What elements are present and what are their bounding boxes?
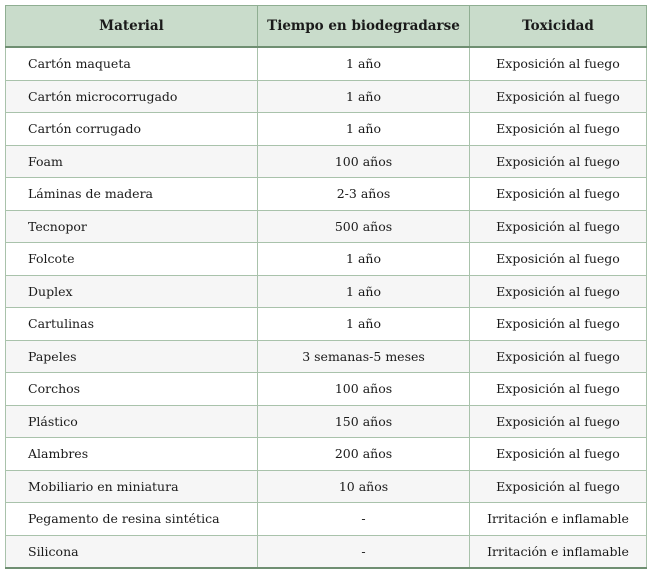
header-row [6,6,647,48]
header-biodegradation-time: Tiempo en biodegradarse [258,6,470,48]
biodegradation-time-cell: 2-3 años [258,178,470,211]
material-cell: Cartón microcorrugado [6,80,258,113]
toxicity-cell: Exposición al fuego [470,373,647,406]
biodegradation-time-cell: 1 año [258,47,470,80]
table-row [6,373,647,406]
toxicity-cell: Exposición al fuego [470,80,647,113]
toxicity-cell: Exposición al fuego [470,145,647,178]
toxicity-cell: Exposición al fuego [470,210,647,243]
table-row [6,80,647,113]
biodegradation-time-cell: 200 años [258,438,470,471]
toxicity-cell: Exposición al fuego [470,113,647,146]
table-row [6,470,647,503]
table-row [6,145,647,178]
table-row [6,113,647,146]
biodegradation-time-cell: 1 año [258,113,470,146]
biodegradation-time-cell: 1 año [258,308,470,341]
toxicity-cell: Exposición al fuego [470,438,647,471]
table-row [6,535,647,568]
material-cell: Cartón corrugado [6,113,258,146]
biodegradation-time-cell: 100 años [258,373,470,406]
material-cell: Folcote [6,243,258,276]
material-cell: Láminas de madera [6,178,258,211]
material-cell: Foam [6,145,258,178]
table-row [6,340,647,373]
biodegradation-time-cell: 150 años [258,405,470,438]
material-cell: Papeles [6,340,258,373]
table-row [6,243,647,276]
material-cell: Pegamento de resina sintética [6,503,258,536]
material-cell: Plástico [6,405,258,438]
toxicity-cell: Exposición al fuego [470,47,647,80]
toxicity-cell: Exposición al fuego [470,275,647,308]
biodegradation-time-cell: - [258,503,470,536]
materials-table-container [5,5,646,569]
material-cell: Corchos [6,373,258,406]
table-row [6,275,647,308]
biodegradation-time-cell: 1 año [258,80,470,113]
toxicity-cell: Exposición al fuego [470,470,647,503]
header-material: Material [6,6,258,48]
biodegradation-time-cell: 100 años [258,145,470,178]
material-cell: Silicona [6,535,258,568]
table-body [6,47,647,568]
toxicity-cell: Exposición al fuego [470,178,647,211]
material-cell: Mobiliario en miniatura [6,470,258,503]
header-toxicity: Toxicidad [470,6,647,48]
toxicity-cell: Irritación e inflamable [470,503,647,536]
material-cell: Duplex [6,275,258,308]
material-cell: Cartulinas [6,308,258,341]
table-header [6,6,647,48]
toxicity-cell: Exposición al fuego [470,340,647,373]
toxicity-cell: Exposición al fuego [470,308,647,341]
biodegradation-time-cell: 500 años [258,210,470,243]
material-cell: Alambres [6,438,258,471]
toxicity-cell: Exposición al fuego [470,243,647,276]
material-cell: Tecnopor [6,210,258,243]
table-row [6,210,647,243]
table-row [6,178,647,211]
biodegradation-time-cell: - [258,535,470,568]
material-cell: Cartón maqueta [6,47,258,80]
table-row [6,405,647,438]
table-row [6,503,647,536]
table-row [6,438,647,471]
biodegradation-time-cell: 3 semanas-5 meses [258,340,470,373]
biodegradation-time-cell: 1 año [258,243,470,276]
table-row [6,47,647,80]
biodegradation-time-cell: 1 año [258,275,470,308]
table-row [6,308,647,341]
materials-table [5,5,647,569]
toxicity-cell: Irritación e inflamable [470,535,647,568]
biodegradation-time-cell: 10 años [258,470,470,503]
toxicity-cell: Exposición al fuego [470,405,647,438]
